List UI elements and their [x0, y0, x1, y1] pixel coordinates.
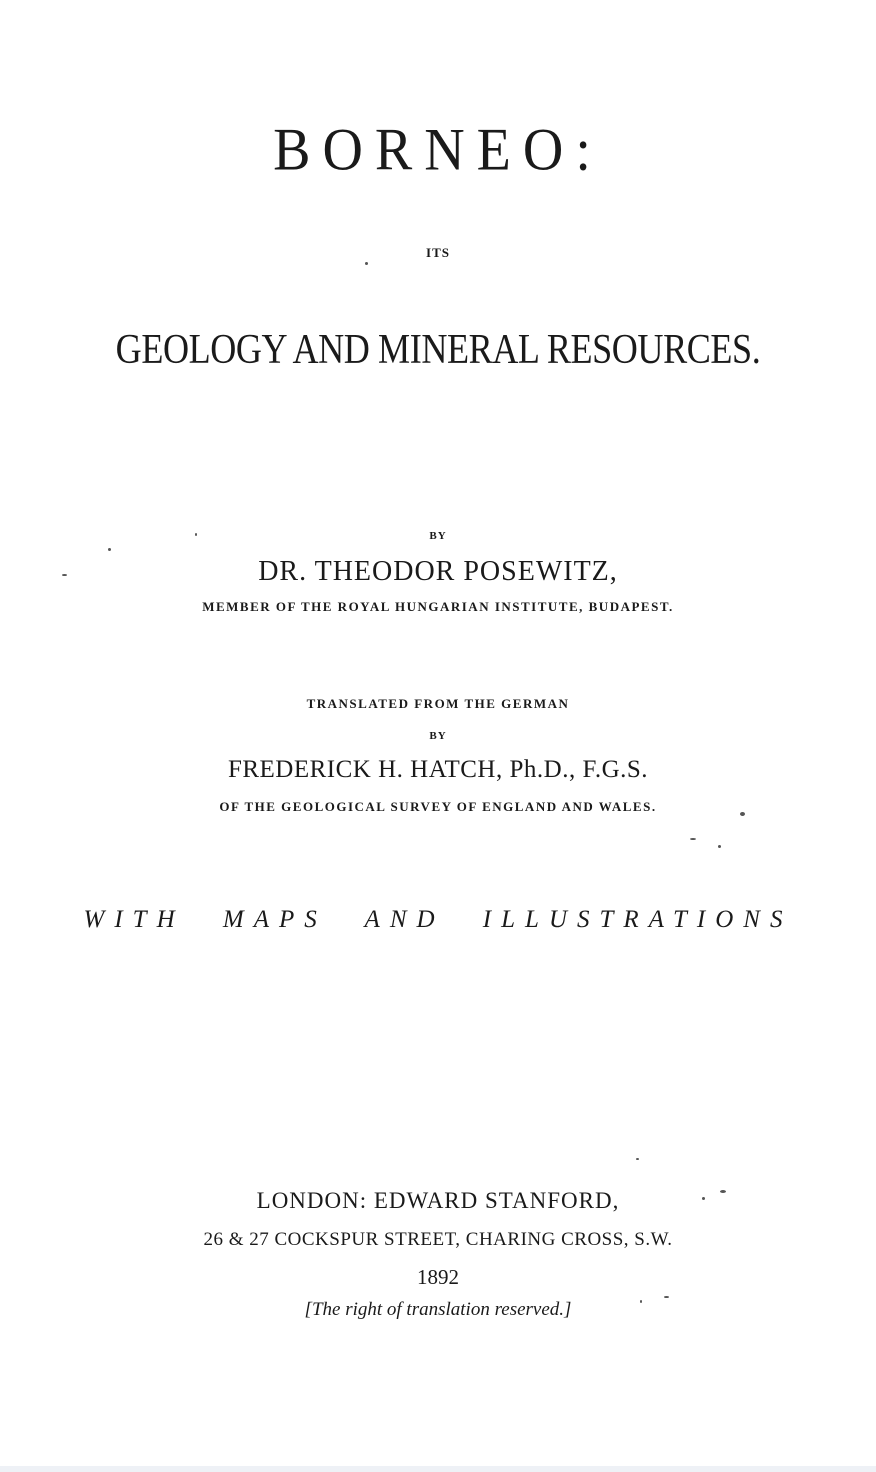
scan-speck	[664, 1296, 669, 1298]
translator-name: FREDERICK H. HATCH, Ph.D., F.G.S.	[227, 756, 649, 783]
scan-speck	[640, 1300, 642, 1303]
author-affiliation: MEMBER OF THE ROYAL HUNGARIAN INSTITUTE, BUDAPEST.	[202, 599, 674, 614]
author-name: DR. THEODOR POSEWITZ,	[258, 556, 618, 587]
scan-speck	[195, 533, 197, 536]
translator-affiliation: OF THE GEOLOGICAL SURVEY OF ENGLAND AND WALES.	[219, 799, 657, 814]
page-bottom-edge	[0, 1466, 876, 1472]
publication-year: 1892	[417, 1265, 459, 1289]
book-subtitle: GEOLOGY AND MINERAL RESOURCES.	[115, 327, 761, 373]
illustrations-note: WITH MAPS AND ILLUSTRATIONS	[83, 906, 793, 933]
translated-from-label: TRANSLATED FROM THE GERMAN	[306, 696, 570, 711]
scan-speck	[62, 574, 67, 576]
publisher-address: 26 & 27 COCKSPUR STREET, CHARING CROSS, S.W.	[203, 1229, 673, 1250]
scan-speck	[690, 838, 696, 840]
publisher-line: LONDON: EDWARD STANFORD,	[256, 1188, 620, 1213]
its-connector: ITS	[426, 245, 450, 260]
scan-speck	[740, 812, 745, 816]
book-title: BORNEO:	[273, 116, 603, 184]
rights-notice: [The right of translation reserved.]	[304, 1299, 572, 1320]
scan-speck	[718, 845, 721, 848]
scan-speck	[365, 262, 368, 265]
scan-speck	[720, 1190, 726, 1193]
scan-speck	[702, 1197, 705, 1200]
by-translator-label: BY	[429, 730, 447, 742]
scan-speck	[636, 1158, 639, 1160]
scan-speck	[108, 548, 111, 551]
by-author-label: BY	[429, 530, 447, 542]
